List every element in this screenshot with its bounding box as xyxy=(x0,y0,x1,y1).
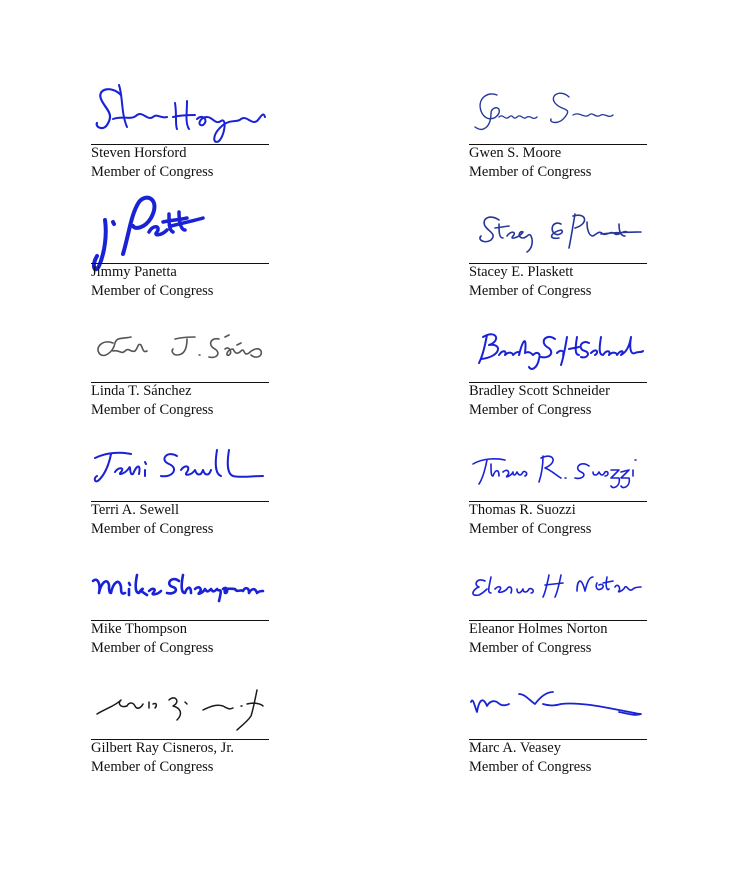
signatory-name: Steven Horsford xyxy=(91,145,187,161)
signatory-title: Member of Congress xyxy=(469,759,592,775)
signatory-title: Member of Congress xyxy=(469,402,592,418)
signature-block-cisneros xyxy=(91,678,269,788)
signature-image-suozzi xyxy=(469,412,647,512)
signatory-name: Linda T. Sánchez xyxy=(91,383,192,399)
signatory-name: Jimmy Panetta xyxy=(91,264,177,280)
signature-image-panetta xyxy=(91,174,269,274)
signatory-name: Bradley Scott Schneider xyxy=(469,383,610,399)
signatory-name: Terri A. Sewell xyxy=(91,502,179,518)
signatory-title: Member of Congress xyxy=(469,640,592,656)
signatory-name: Marc A. Veasey xyxy=(469,740,561,756)
signature-image-plaskett xyxy=(469,174,647,274)
signature-image-veasey xyxy=(469,650,647,750)
signatory-title: Member of Congress xyxy=(91,640,214,656)
signatory-title: Member of Congress xyxy=(91,164,214,180)
signature-image-schneider xyxy=(469,293,647,393)
signatory-name: Gwen S. Moore xyxy=(469,145,562,161)
signature-image-sewell xyxy=(91,412,269,512)
signatory-name: Gilbert Ray Cisneros, Jr. xyxy=(91,740,234,756)
signatory-title: Member of Congress xyxy=(91,283,214,299)
signatory-title: Member of Congress xyxy=(91,402,214,418)
signature-image-cisneros xyxy=(91,650,269,750)
signatory-name: Mike Thompson xyxy=(91,621,187,637)
signatory-title: Member of Congress xyxy=(469,283,592,299)
signatory-name: Stacey E. Plaskett xyxy=(469,264,574,280)
signatory-title: Member of Congress xyxy=(469,164,592,180)
signature-image-moore xyxy=(469,55,647,155)
signature-image-thompson xyxy=(91,531,269,631)
signatory-name: Eleanor Holmes Norton xyxy=(469,621,608,637)
signatory-title: Member of Congress xyxy=(91,521,214,537)
signatory-name: Thomas R. Suozzi xyxy=(469,502,576,518)
signature-image-norton xyxy=(469,531,647,631)
signature-image-horsford xyxy=(91,55,269,155)
signature-block-veasey xyxy=(469,678,647,788)
signatory-title: Member of Congress xyxy=(91,759,214,775)
signature-image-sanchez xyxy=(91,293,269,393)
signatory-title: Member of Congress xyxy=(469,521,592,537)
